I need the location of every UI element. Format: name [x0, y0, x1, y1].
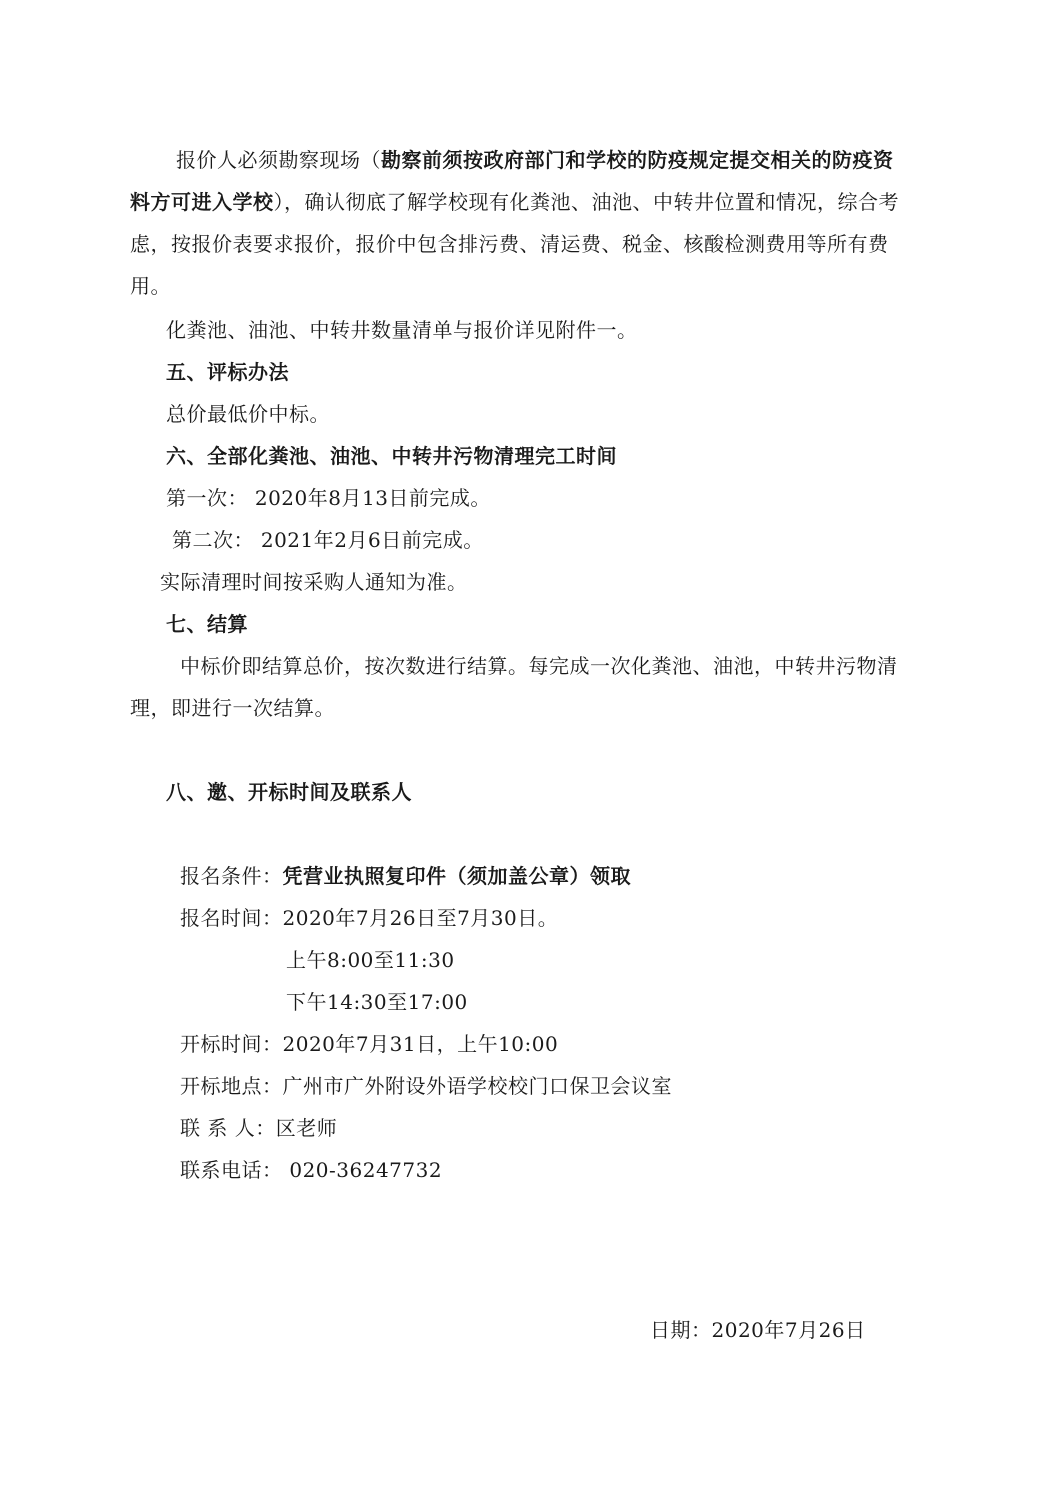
paragraph-line: 开标地点：广州市广外附设外语学校校门口保卫会议室	[180, 1074, 672, 1098]
paragraph-line: 开标时间：2020年7月31日，上午10:00	[180, 1032, 559, 1056]
section-heading: 七、结算	[166, 612, 248, 636]
paragraph-line: 第二次： 2021年2月6日前完成。	[172, 528, 484, 552]
paragraph-line: 虑，按报价表要求报价，报价中包含排污费、清运费、税金、核酸检测费用等所有费	[130, 232, 889, 256]
paragraph-line: 理，即进行一次结算。	[130, 696, 335, 720]
paragraph-line: 第一次： 2020年8月13日前完成。	[166, 486, 491, 510]
field-label: 报名时间：	[180, 906, 283, 930]
text-run-bold: 料方可进入学校	[130, 190, 274, 214]
paragraph-line: 实际清理时间按采购人通知为准。	[160, 570, 468, 594]
section-heading: 五、评标办法	[166, 360, 289, 384]
section-heading: 六、全部化粪池、油池、中转井污物清理完工时间	[166, 444, 617, 468]
field-value: 2020年7月26日至7月30日。	[282, 906, 559, 930]
paragraph-line: 下午14:30至17:00	[286, 990, 468, 1014]
paragraph-line	[176, 148, 894, 172]
paragraph-line: 上午8:00至11:30	[286, 948, 455, 972]
paragraph-line	[180, 864, 631, 888]
document-date: 日期：2020年7月26日	[650, 1318, 866, 1342]
paragraph-line: 联 系 人：区老师	[180, 1116, 338, 1140]
paragraph-line: 化粪池、油池、中转井数量清单与报价详见附件一。	[166, 318, 638, 342]
paragraph-line: 总价最低价中标。	[166, 402, 330, 426]
text-run: ），确认彻底了解学校现有化粪池、油池、中转井位置和情况，综合考	[273, 190, 899, 214]
field-value: 凭营业执照复印件（须加盖公章）领取	[282, 864, 631, 888]
paragraph-line: 中标价即结算总价，按次数进行结算。每完成一次化粪池、油池，中转井污物清	[180, 654, 898, 678]
paragraph-line: 联系电话： 020-36247732	[180, 1158, 443, 1182]
section-heading: 八、邀、开标时间及联系人	[166, 780, 412, 804]
field-label: 报名条件：	[180, 864, 283, 888]
text-run: 报价人必须勘察现场（	[176, 148, 381, 172]
paragraph-line	[130, 190, 899, 214]
text-run-bold: 勘察前须按政府部门和学校的防疫规定提交相关的防疫资	[381, 148, 894, 172]
paragraph-line	[180, 906, 558, 930]
paragraph-line: 用。	[130, 274, 171, 298]
